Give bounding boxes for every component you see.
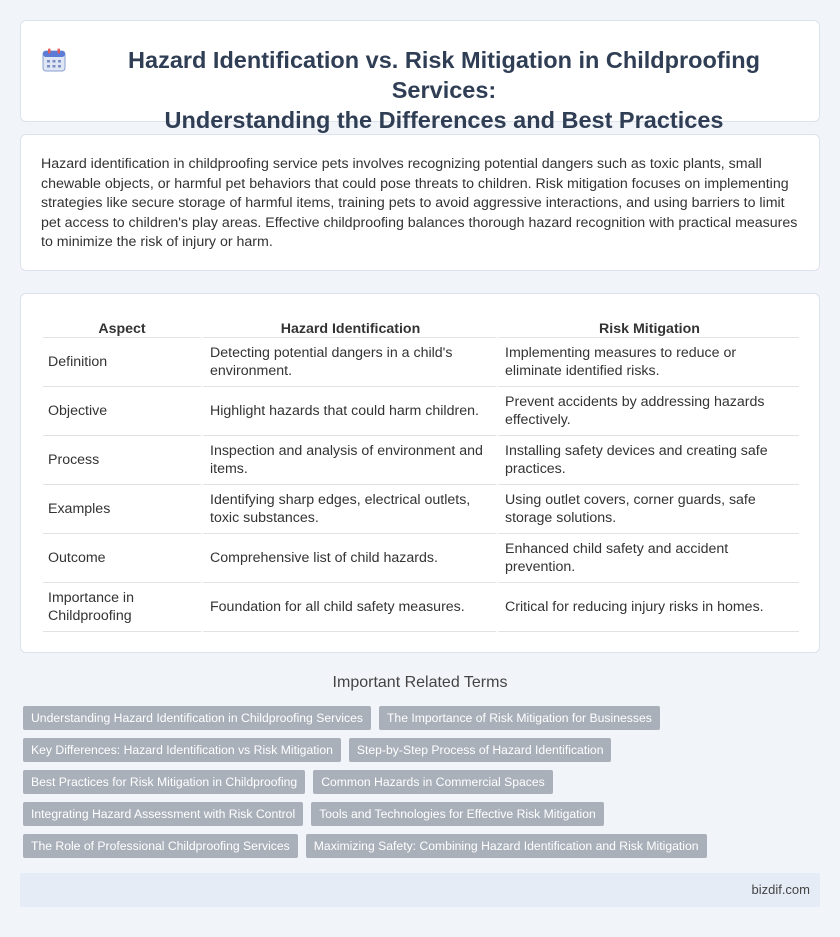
table-cell-risk: Enhanced child safety and accident prevention.: [496, 534, 799, 583]
related-term-link[interactable]: The Role of Professional Childproofing Services: [23, 834, 298, 858]
table-header-risk: Risk Mitigation: [496, 316, 799, 338]
related-term-link[interactable]: Tools and Technologies for Effective Risk Mitigation: [311, 802, 604, 826]
title-card: [20, 20, 820, 133]
table-cell-hazard: Inspection and analysis of environment and items.: [201, 436, 496, 485]
table-cell-aspect: Objective: [43, 387, 201, 436]
tag-row: [23, 738, 803, 762]
table-row: [43, 436, 799, 485]
page-title-line-1: Hazard Identification vs. Risk Mitigation in Childproofing Services:: [128, 47, 760, 103]
comparison-table-card: [20, 293, 820, 653]
table-header-row: [43, 316, 799, 338]
page-title: [89, 45, 799, 135]
tag-row: [23, 802, 803, 826]
table-cell-hazard: Detecting potential dangers in a child's environment.: [201, 338, 496, 387]
table-row: [43, 387, 799, 436]
table-row: [43, 534, 799, 583]
table-header-hazard: Hazard Identification: [201, 316, 496, 338]
tag-row: [23, 770, 803, 794]
related-terms-list: [23, 706, 803, 866]
tag-row: [23, 834, 803, 858]
related-term-link[interactable]: Understanding Hazard Identification in Childproofing Services: [23, 706, 371, 730]
tag-row: [23, 706, 803, 730]
table-row: [43, 338, 799, 387]
table-cell-risk: Prevent accidents by addressing hazards effectively.: [496, 387, 799, 436]
table-cell-aspect: Importance in Childproofing: [43, 583, 201, 632]
table-cell-risk: Critical for reducing injury risks in homes.: [496, 583, 799, 632]
related-term-link[interactable]: Step-by-Step Process of Hazard Identification: [349, 738, 612, 762]
related-term-link[interactable]: Common Hazards in Commercial Spaces: [313, 770, 553, 794]
footer: [20, 873, 820, 907]
table-cell-hazard: Comprehensive list of child hazards.: [201, 534, 496, 583]
table-cell-hazard: Foundation for all child safety measures.: [201, 583, 496, 632]
intro-card: [20, 134, 820, 271]
table-cell-hazard: Highlight hazards that could harm children.: [201, 387, 496, 436]
comparison-table: [43, 316, 799, 632]
footer-site-name: bizdif.com: [751, 882, 810, 897]
table-cell-risk: Using outlet covers, corner guards, safe storage solutions.: [496, 485, 799, 534]
table-cell-aspect: Outcome: [43, 534, 201, 583]
related-term-link[interactable]: Integrating Hazard Assessment with Risk Control: [23, 802, 303, 826]
related-terms-title: Important Related Terms: [332, 674, 508, 691]
related-term-link[interactable]: Maximizing Safety: Combining Hazard Identification and Risk Mitigation: [306, 834, 707, 858]
table-cell-risk: Installing safety devices and creating safe practices.: [496, 436, 799, 485]
table-row: [43, 583, 799, 632]
table-cell-aspect: Definition: [43, 338, 201, 387]
table-cell-hazard: Identifying sharp edges, electrical outlets, toxic substances.: [201, 485, 496, 534]
page-title-line-2: Understanding the Differences and Best Practices: [164, 107, 724, 133]
related-term-link[interactable]: Best Practices for Risk Mitigation in Childproofing: [23, 770, 305, 794]
table-cell-risk: Implementing measures to reduce or eliminate identified risks.: [496, 338, 799, 387]
calendar-icon: [41, 47, 67, 73]
intro-paragraph: Hazard identification in childproofing service pets involves recognizing potential dangers such as toxic plants, small chewable objects, or harmful pet behaviors that could pose threats to children. Risk mitigation focuses on implementing strategies like secure storage of harmful items, training pets to avoid aggressive interactions, and using barriers to limit pet access to children's play areas. Effective childproofing balances thorough hazard recognition with practical measures to minimize the risk of injury or harm.: [41, 156, 798, 251]
table-row: [43, 485, 799, 534]
related-term-link[interactable]: The Importance of Risk Mitigation for Businesses: [379, 706, 660, 730]
related-term-link[interactable]: Key Differences: Hazard Identification vs Risk Mitigation: [23, 738, 341, 762]
table-header-aspect: Aspect: [43, 316, 201, 338]
table-cell-aspect: Examples: [43, 485, 201, 534]
table-cell-aspect: Process: [43, 436, 201, 485]
